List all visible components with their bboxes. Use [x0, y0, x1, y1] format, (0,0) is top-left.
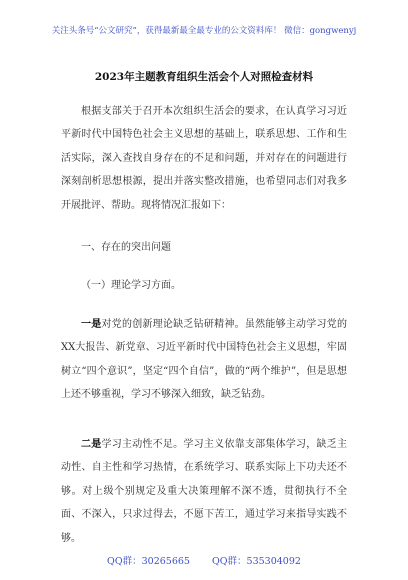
point-1-text: 对党的创新理论缺乏钻研精神。虽然能够主动学习党的XX大报告、新党章、习近平新时代中国特色社会主义思想，牢固树立“四个意识”，坚定“四个自信”，做的“两个维护”，但是思想上还不够重视，学习不够深入细致，缺乏钻劲。 [61, 319, 348, 401]
point-2-paragraph [61, 433, 347, 550]
document-title: 2023年主题教育组织生活会个人对照检查材料 [94, 71, 314, 83]
subsection-heading-block [61, 274, 347, 297]
point-1-lead: 一是 [81, 319, 102, 330]
header-note: 关注头条号“公文研究”，获得最新最全最专业的公文资料库！ 微信：gongwenyj [51, 26, 357, 36]
footer-qq-group-1: QQ群：30265665 [107, 556, 190, 567]
subsection-heading: （一）理论学习方面。 [81, 280, 181, 291]
point-1-block [61, 313, 347, 407]
point-2-block [61, 433, 347, 550]
footer-qq-group-2: QQ群：535304092 [211, 556, 301, 567]
point-1-paragraph [61, 313, 347, 407]
section-heading-block [61, 236, 347, 259]
point-2-text: 学习主动性不足。学习主义依靠支部集体学习，缺乏主动性、自主性和学习热情，在系统学习、联系实际上下功夫还不够。对上级个别规定及重大决策理解不深不透，贯彻执行不全面、不深入，只求过得去，不愿下苦工，通过学习来指导实践不够。 [61, 439, 348, 544]
intro-block [61, 100, 347, 217]
footer [0, 553, 408, 567]
point-2-lead: 二是 [81, 439, 102, 450]
section-heading: 一、存在的突出问题 [81, 242, 171, 253]
intro-paragraph: 根据支部关于召开本次组织生活会的要求，在认真学习习近平新时代中国特色社会主义思想的基础上，联系思想、工作和生活实际，深入查找自身存在的不足和问题，并对存在的问题进行深刻剖析思想根源，提出并落实整改措施，也希望同志们对我多开展批评、帮助。现将情况汇报如下： [61, 106, 347, 211]
